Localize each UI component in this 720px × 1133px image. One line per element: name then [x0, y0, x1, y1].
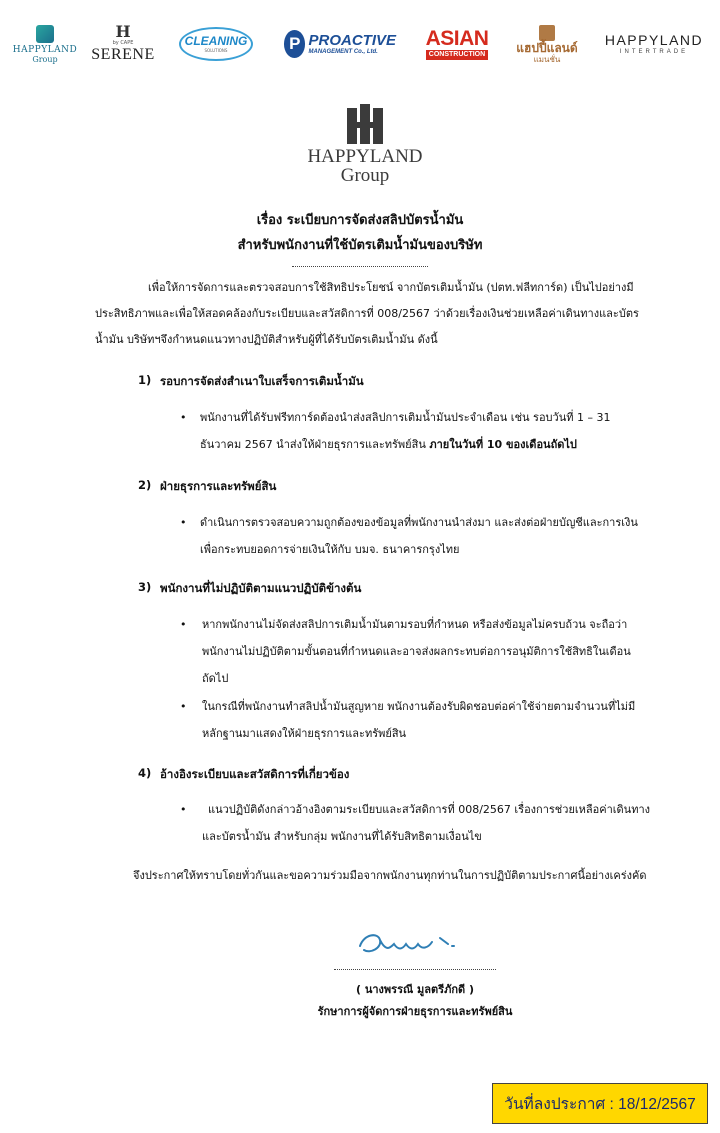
announcement-date-text: วันที่ลงประกาศ : 18/12/2567	[504, 1096, 696, 1113]
logo-text: CLEANING	[184, 34, 248, 48]
partner-logo-strip	[0, 14, 720, 74]
logo-text: ASIAN	[425, 27, 489, 50]
logo-text: by CAPE	[112, 40, 134, 46]
building-icon	[345, 104, 385, 144]
logo-text: CONSTRUCTION	[426, 50, 488, 60]
closing-statement: จึงประกาศให้ทราบโดยทั่วกันและขอความร่วมมือจากพนักงานทุกท่านในการปฏิบัติตามประกาศนี้อย่างเคร่งคัด	[133, 869, 647, 882]
section-number: 2)	[138, 478, 152, 492]
happyland-group-logo	[14, 14, 76, 74]
logo-text: INTERTRADE	[619, 49, 689, 55]
section-heading: อ้างอิงระเบียบและสวัสดิการที่เกี่ยวข้อง	[160, 767, 350, 781]
section-number: 1)	[138, 373, 152, 387]
group-logo-text: Group	[340, 165, 390, 186]
section-number: 3)	[138, 580, 152, 594]
serene-logo	[86, 14, 160, 74]
bullet-text: ถัดไป	[202, 672, 229, 685]
bullet-text: หากพนักงานไม่จัดส่งสลิปการเติมน้ำมันตามรอบที่กำหนด หรือส่งข้อมูลไม่ครบถ้วน จะถือว่า	[202, 618, 628, 631]
bullet-icon: •	[180, 803, 187, 816]
intro-line: น้ำมัน บริษัทฯจึงกำหนดแนวทางปฏิบัติสำหรับผู้ที่ได้รับบัตรเติมน้ำมัน ดังนี้	[95, 333, 438, 346]
signature-line	[334, 969, 496, 970]
section-number: 4)	[138, 766, 152, 780]
bullet-text	[200, 438, 577, 452]
signer-position: รักษาการผู้จัดการฝ่ายธุรการและทรัพย์สิน	[317, 1005, 513, 1018]
deadline-emphasis: ภายในวันที่ 10 ของเดือนถัดไป	[429, 438, 577, 451]
signer-name: ( นางพรรณี มูลตรีภักดี )	[356, 983, 474, 996]
proactive-management-logo	[284, 14, 396, 74]
bullet-icon: •	[180, 700, 187, 713]
happyland-mark-icon	[36, 25, 54, 43]
proactive-mark-icon: P	[284, 30, 305, 58]
serene-mark-icon: H	[115, 22, 131, 41]
section-heading: รอบการจัดส่งสำเนาใบเสร็จการเติมน้ำมัน	[160, 374, 364, 388]
bullet-text: หลักฐานมาแสดงให้ฝ่ายธุรการและทรัพย์สิน	[202, 727, 407, 740]
logo-text: HAPPYLAND	[604, 32, 704, 48]
bullet-icon: •	[180, 516, 187, 529]
logo-text: SOLUTIONS	[204, 48, 228, 53]
bullet-icon: •	[180, 618, 187, 631]
logo-text: PROACTIVE	[308, 31, 396, 49]
happyland-mansion-logo	[512, 14, 582, 74]
logo-text: Group	[32, 54, 58, 64]
bullet-icon: •	[180, 411, 187, 424]
announcement-date-badge	[492, 1083, 708, 1124]
document-title: เรื่อง ระเบียบการจัดส่งสลิปบัตรน้ำมัน	[256, 213, 464, 228]
intro-line: ประสิทธิภาพและเพื่อให้สอดคล้องกับระเบียบและสวัสดิการที่ 008/2567 ว่าด้วยเรื่องเงินช่วยเหลือค่าเดินทางและบัตร	[95, 307, 639, 320]
group-logo-text: HAPPYLAND	[307, 146, 423, 167]
intro-line: เพื่อให้การจัดการและตรวจสอบการใช้สิทธิประโยชน์ จากบัตรเติมน้ำมัน (ปตท.ฟลีทการ์ด) เป็นไปอย่างมี	[148, 281, 634, 294]
logo-text: SERENE	[91, 46, 155, 63]
mansion-mark-icon	[539, 25, 555, 41]
bullet-text: ในกรณีที่พนักงานทำสลิปน้ำมันสูญหาย พนักงานต้องรับผิดชอบต่อค่าใช้จ่ายตามจำนวนที่ไม่มี	[202, 700, 636, 713]
logo-text: แฮปปี้แลนด์	[516, 40, 578, 55]
bullet-text: เพื่อกระทบยอดการจ่ายเงินให้กับ บมจ. ธนาคารกรุงไทย	[200, 543, 460, 556]
section-heading: พนักงานที่ไม่ปฏิบัติตามแนวปฏิบัติข้างต้น	[160, 581, 362, 595]
logo-text: HAPPYLAND	[12, 44, 78, 55]
happyland-group-main-logo	[300, 104, 430, 190]
logo-text: MANAGEMENT Co., Ltd.	[308, 48, 378, 55]
bullet-text-normal: ธันวาคม 2567 นำส่งให้ฝ่ายธุรการและทรัพย์สิน	[200, 438, 430, 451]
cleaning-oval	[179, 27, 253, 61]
asian-construction-logo	[418, 14, 496, 74]
happyland-intertrade-logo	[600, 14, 708, 74]
document-subtitle: สำหรับพนักงานที่ใช้บัตรเติมน้ำมันของบริษัท	[237, 238, 483, 253]
bullet-text: พนักงานที่ได้รับฟรีทการ์ดต้องนำส่งสลิปการเติมน้ำมันประจำเดือน เช่น รอบวันที่ 1 – 31	[200, 411, 611, 424]
signature-image	[356, 924, 466, 964]
bullet-text: พนักงานไม่ปฏิบัติตามขั้นตอนที่กำหนดและอาจส่งผลกระทบต่อการอนุมัติการใช้สิทธิในเดือน	[202, 645, 631, 658]
cleaning-solutions-logo	[176, 14, 256, 74]
bullet-text: และบัตรน้ำมัน สำหรับกลุ่ม พนักงานที่ได้รับสิทธิตามเงื่อนไข	[202, 830, 482, 843]
bullet-text: แนวปฏิบัติดังกล่าวอ้างอิงตามระเบียบและสวัสดิการที่ 008/2567 เรื่องการช่วยเหลือค่าเดินทาง	[208, 803, 651, 816]
section-heading: ฝ่ายธุรการและทรัพย์สิน	[160, 479, 277, 493]
logo-text: แมนชั่น	[533, 54, 561, 64]
title-divider	[292, 266, 428, 267]
bullet-text: ดำเนินการตรวจสอบความถูกต้องของข้อมูลที่พนักงานนำส่งมา และส่งต่อฝ่ายบัญชีและการเงิน	[200, 516, 638, 529]
